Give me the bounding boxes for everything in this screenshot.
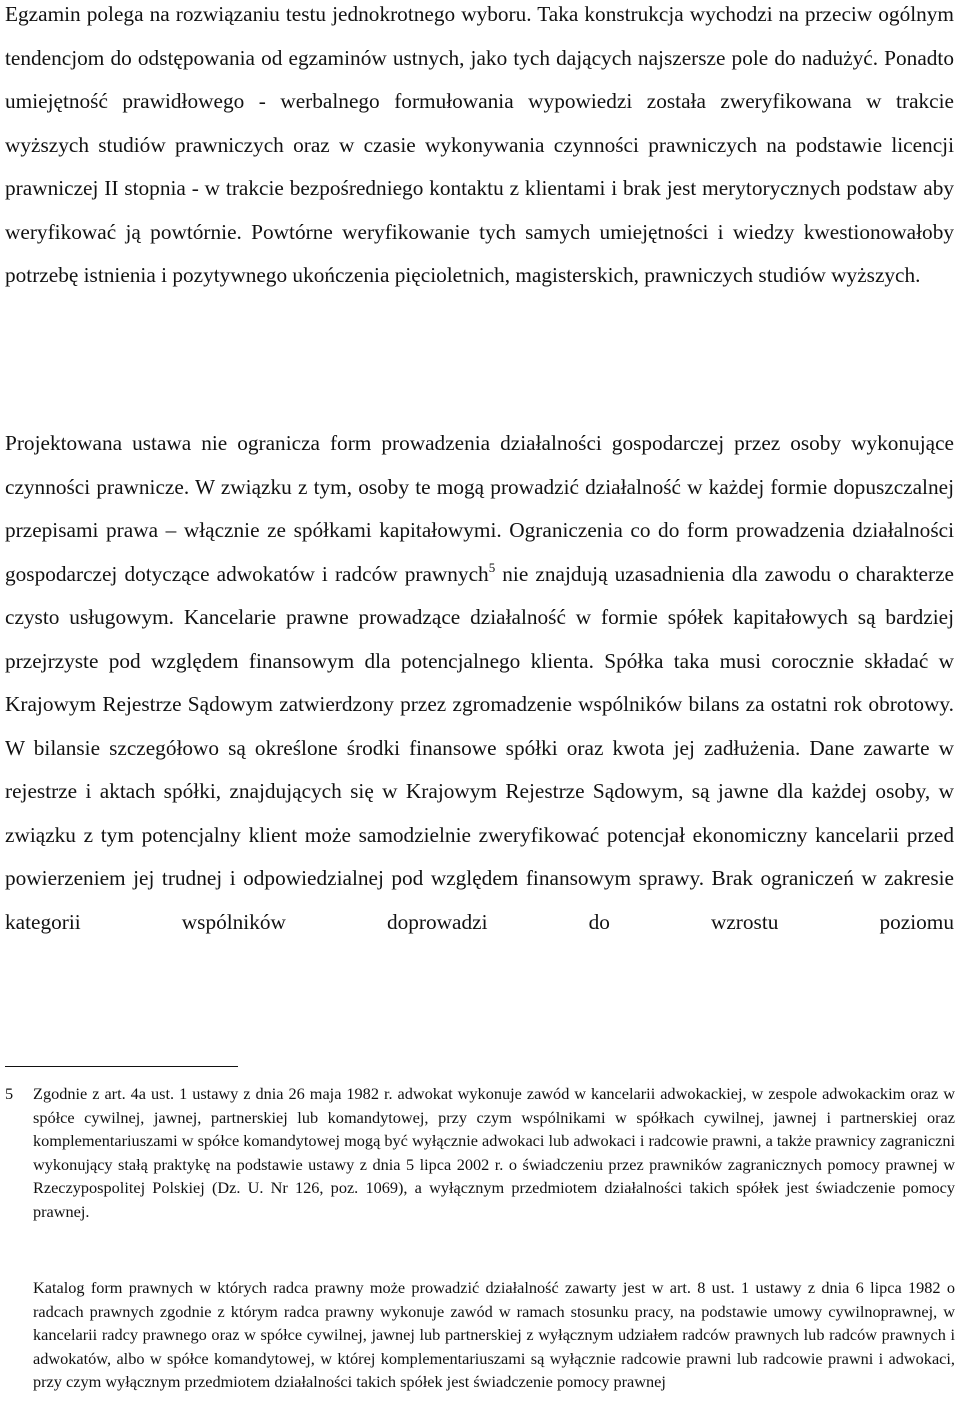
- footnote-text: Zgodnie z art. 4a ust. 1 ustawy z dnia 26 maja 1982 r. adwokat wykonuje zawód w kancelarii adwokackiej, w zespole adwokackim oraz w spółce cywilnej, jawnej, partnerskiej lub komandytowej, przy czym wspólnikami w spółkach cywilnej, jawnej i partnerskiej oraz komplementariuszami w spółce komandytowej mogą być wyłącznie adwokaci lub adwokaci i radcowie prawni, a także prawnicy zagraniczni wykonujący stałą praktykę na podstawie ustawy z dnia 5 lipca 2002 r. o świadczeniu przez prawników zagranicznych pomocy prawnej w Rzeczypospolitej Polskiej (Dz. U. Nr 126, poz. 1069), a wyłącznym przedmiotem działalności takich spółek jest świadczenie pomocy prawnej.: [33, 1084, 955, 1221]
- footnote-separator: [5, 1066, 238, 1067]
- paragraph-exam: Egzamin polega na rozwiązaniu testu jednokrotnego wyboru. Taka konstrukcja wychodzi na przeciw ogólnym tendencjom do odstępowania od egzaminów ustnych, jako tych dających najszersze pole do nadużyć. Ponadto umiejętność prawidłowego - werbalnego formułowania wypowiedzi została zweryfikowana w trakcie wyższych studiów prawniczych oraz w czasie wykonywania czynności prawniczych na podstawie licencji prawniczej II stopnia - w trakcie bezpośredniego kontaktu z klientami i brak jest merytorycznych podstaw aby weryfikować ją powtórnie. Powtórne weryfikowanie tych samych umiejętności i wiedzy kwestionowałoby potrzebę istnienia i pozytywnego ukończenia pięcioletnich, magisterskich, prawniczych studiów wyższych.: [5, 2, 954, 287]
- footnote-continuation-text: Katalog form prawnych w których radca prawny może prowadzić działalność zawarty jest w art. 8 ust. 1 ustawy z dnia 6 lipca 1982 o radcach prawnych zgodnie z którym radca prawny wykonuje zawód w ramach stosunku pracy, na podstawie umowy cywilnoprawnej, w kancelarii radcy prawnego oraz w spółce cywilnej, jawnej lub partnerskiej z wyłącznym udziałem radców prawnych lub radców prawnych i adwokatów, albo w spółce komandytowej, w której komplementariuszami są wyłącznie radcowie prawni lub radcowie prawni i adwokaci, przy czym wyłącznym przedmiotem działalności takich spółek jest świadczenie pomocy prawnej: [33, 1278, 955, 1392]
- footnote-number: 5: [5, 1084, 14, 1103]
- paragraph-business-forms-part2: nie znajdują uzasadnienia dla zawodu o charakterze czysto usługowym. Kancelarie prawne prowadzące działalność w formie spółek kapitałowych są bardziej przejrzyste pod względem finansowym dla potencjalnego klienta. Spółka taka musi corocznie składać w Krajowym Rejestrze Sądowym zatwierdzony przez zgromadzenie wspólników bilans za ostatni rok obrotowy. W bilansie szczegółowo są określone środki finansowe spółki oraz kwota jej zadłużenia. Dane zawarte w rejestrze i aktach spółki, znajdujących się w Krajowym Rejestrze Sądowym, są jawne dla każdej osoby, w związku z tym potencjalny klient może samodzielnie zweryfikować potencjał ekonomiczny kancelarii przed powierzeniem jej trudnej i odpowiedzialnej pod względem finansowym sprawy. Brak ograniczeń w zakresie kategorii wspólników doprowadzi do wzrostu poziomu: [5, 561, 954, 934]
- paragraph-business-forms: [5, 422, 954, 944]
- footnote-reference[interactable]: 5: [488, 559, 496, 575]
- paragraph-business-forms-part1: Projektowana ustawa nie ogranicza form prowadzenia działalności gospodarczej przez osoby wykonujące czynności prawnicze. W związku z tym, osoby te mogą prowadzić działalność w każdej formie dopuszczalnej przepisami prawa – włącznie ze spółkami kapitałowymi. Ograniczenia co do form prowadzenia działalności gospodarczej dotyczące adwokatów i radców prawnych: [5, 431, 954, 586]
